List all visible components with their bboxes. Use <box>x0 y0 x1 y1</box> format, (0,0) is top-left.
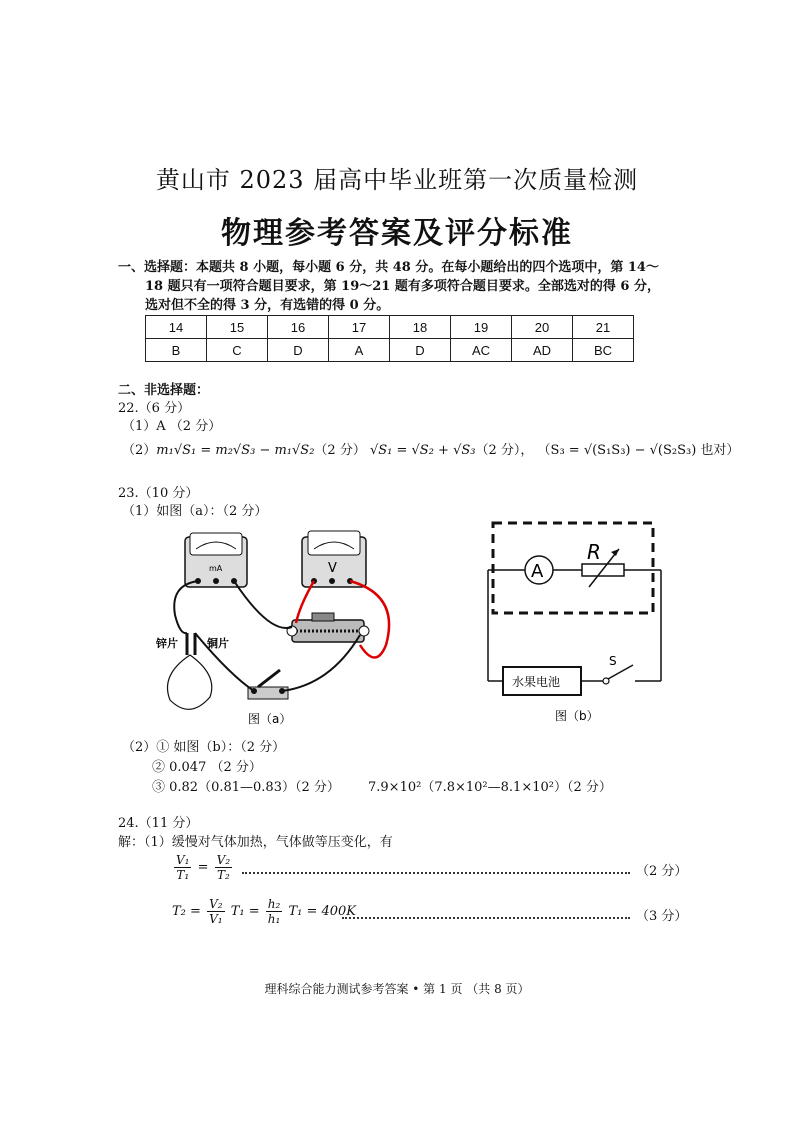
q24-equation1: $\frac{\text{V₁}}{\text{T₁}}$ = $\frac{\text{V₂}}{\text{T₂}}$ <box>176 853 231 882</box>
fraction <box>215 853 232 882</box>
eq2-lhs: T₂ = <box>172 904 201 919</box>
numerator: V₂ <box>209 897 223 911</box>
table-cell: 17 <box>329 316 390 339</box>
q24-heading: 24.（11 分） <box>118 816 199 831</box>
q23-answer1: （1）如图（a）：（2 分） <box>122 504 268 519</box>
copper-label: 铜片 <box>207 637 229 650</box>
voltmeter <box>302 531 366 587</box>
meter-v-label: V <box>328 561 337 576</box>
q22-answer2 <box>122 441 739 461</box>
zinc-label: 锌片 <box>156 637 178 650</box>
fraction <box>174 853 191 882</box>
table-cell: D <box>390 339 451 362</box>
table-cell: 14 <box>146 316 207 339</box>
q22-alternative: （S₃ = √(S₁S₃) − √(S₂S₃) 也对） <box>537 443 740 458</box>
page-title: 黄山市 2023 届高中毕业班第一次质量检测 <box>155 166 639 194</box>
ammeter-label: A <box>531 561 544 582</box>
q22-score2: （2 分）， <box>475 443 534 458</box>
q22-answer2-prefix: （2） <box>122 443 157 458</box>
q22-score1: （2 分） <box>314 443 366 458</box>
table-cell: C <box>207 339 268 362</box>
fraction <box>266 897 283 926</box>
switch <box>248 670 288 699</box>
figure-a <box>150 525 410 735</box>
table-cell: 16 <box>268 316 329 339</box>
numerator: V₂ <box>216 853 231 867</box>
milliammeter <box>185 533 247 587</box>
table-cell: D <box>268 339 329 362</box>
q23-answer2-1: （2）① 如图（b）：（2 分） <box>122 740 286 755</box>
answer-table <box>145 315 634 362</box>
fruit-battery <box>155 633 229 709</box>
section1-line2: 18 题只有一项符合题目要求，第 19～21 题有多项符合题目要求。全部选对的得 6 分， <box>145 279 660 294</box>
leader-dots <box>242 872 630 874</box>
numerator: h₂ <box>267 897 281 911</box>
table-cell: 15 <box>207 316 268 339</box>
numerator: V₁ <box>176 853 190 867</box>
figure-b <box>485 515 670 725</box>
table-row-numbers <box>146 316 634 339</box>
table-cell: AC <box>451 339 512 362</box>
q23-heading: 23.（10 分） <box>118 486 199 501</box>
section2-heading: 二、非选择题： <box>118 383 210 398</box>
table-row-answers <box>146 339 634 362</box>
page-subtitle: 物理参考答案及评分标准 <box>221 216 573 251</box>
page-footer: 理科综合能力测试参考答案 • 第 1 页 （共 8 页） <box>264 982 530 996</box>
resistor-label: R <box>587 540 601 564</box>
q24-eq1-score: （2 分） <box>636 864 688 879</box>
figure-a-caption: 图（a） <box>248 712 292 726</box>
eq2-rhs: T₁ = 400K <box>288 904 357 919</box>
q22-formula2: √S₁ = √S₂ + √S₃ <box>369 443 476 458</box>
fraction <box>207 897 224 926</box>
meter-ma-label: mA <box>209 564 223 573</box>
eq2-mid: T₁ = <box>230 904 260 919</box>
battery-label: 水果电池 <box>512 675 561 689</box>
q24-equation2 <box>172 897 356 926</box>
q22-formula1: m₁√S₁ = m₂√S₃ − m₁√S₂ <box>156 443 315 458</box>
denominator: V₁ <box>209 912 223 926</box>
table-cell: 18 <box>390 316 451 339</box>
q22-heading: 22.（6 分） <box>118 401 191 416</box>
table-cell: 20 <box>512 316 573 339</box>
table-cell: BC <box>573 339 634 362</box>
section1-line1: 一、选择题：本题共 8 小题，每小题 6 分，共 48 分。在每小题给出的四个选项中，第 14～ <box>118 260 659 275</box>
switch-label: S <box>609 654 617 668</box>
q23-answer2-3b: 7.9×10²（7.8×10²—8.1×10²）（2 分） <box>368 780 612 795</box>
q23-answer2-3a: ③ 0.82（0.81—0.83）（2 分） <box>152 780 340 795</box>
rheostat <box>287 613 369 642</box>
dashed-box <box>493 523 653 613</box>
table-cell: A <box>329 339 390 362</box>
q24-eq2-score: （3 分） <box>636 909 688 924</box>
q22-answer1: （1）A （2 分） <box>122 419 222 434</box>
table-cell: AD <box>512 339 573 362</box>
table-cell: 21 <box>573 316 634 339</box>
figure-b-caption: 图（b） <box>555 709 599 723</box>
denominator: h₁ <box>267 912 281 926</box>
q23-answer2-2: ② 0.047 （2 分） <box>152 760 262 775</box>
denominator: T₁ <box>176 868 190 882</box>
table-cell: 19 <box>451 316 512 339</box>
leader-dots <box>342 917 630 919</box>
denominator: T₂ <box>217 868 230 882</box>
q24-answer1: 解：（1）缓慢对气体加热，气体做等压变化，有 <box>118 835 393 850</box>
section1-line3: 选对但不全的得 3 分，有选错的得 0 分。 <box>145 298 390 313</box>
table-cell: B <box>146 339 207 362</box>
